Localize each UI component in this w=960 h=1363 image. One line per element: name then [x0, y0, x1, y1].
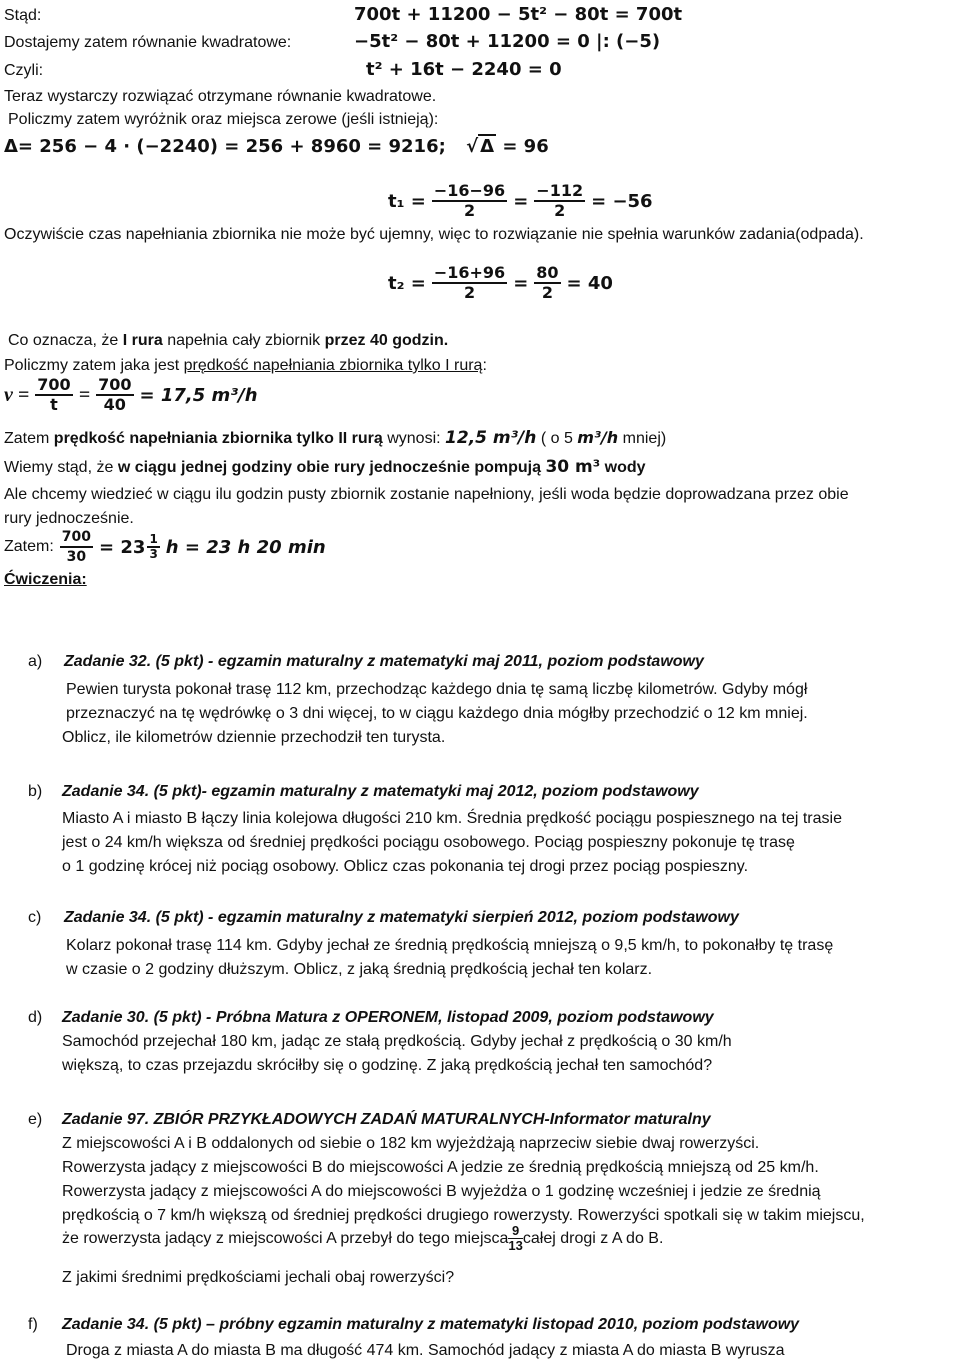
velocity-lhs: v =	[4, 383, 30, 406]
exercise-label: c)	[28, 909, 42, 926]
exercise-line: większą, to czas przejazdu skróciłby się o godzinę. Z jaką prędkością jechał ten samochód?	[62, 1057, 713, 1074]
negative-rejection-text: Oczywiście czas napełniania zbiornika nie może być ujemny, więc to rozwiązanie nie spełnia warunków zadania(odpada).	[4, 226, 864, 243]
t2-result: = 40	[566, 272, 613, 294]
exercise-label: b)	[28, 783, 43, 800]
velocity-fraction-2: $\frac{700}{40}$	[98, 375, 132, 414]
sqrt-delta-value: = 96	[502, 136, 549, 157]
exercise-title: Zadanie 34. (5 pkt)- egzamin maturalny z matematyki maj 2012, poziom podstawowy	[62, 783, 699, 800]
time-result-equation: Zatem: $\frac{700}{30}$ = 23 $\frac{1}{3}$ h = 23 h 20 min	[4, 529, 326, 565]
exercise-line: Kolarz pokonał trasę 114 km. Gdyby jechał ze średnią prędkością mniejszą o 9,5 km/h, to pokonałby tę trasę	[66, 937, 834, 954]
exercise-line: o 1 godzinę krócej niż pociąg osobowy. Oblicz czas pokonania tej drogi przez pociąg pospieszny.	[62, 858, 749, 875]
equation-stad: 700t + 11200 − 5t² − 80t = 700t	[354, 4, 683, 25]
combined-pump-line: Wiemy stąd, że w ciągu jednej godziny obie rury jednocześnie pompują 30 m³ wody	[4, 457, 646, 477]
velocity-equation: v = $\frac{700}{t}$ = $\frac{700}{40}$ = 17,5 m³/h	[4, 375, 258, 414]
t1-fraction-2: $\frac{-112}{2}$	[536, 181, 584, 220]
exercise-label: f)	[28, 1316, 38, 1333]
time-result: h = 23 h 20 min	[165, 536, 326, 558]
zatem-label: Zatem:	[4, 538, 54, 555]
t2-equation: t₂ = $\frac{-16+96}{2}$ = $\frac{80}{2}$ = 40	[388, 263, 613, 302]
exercise-line: Droga z miasta A do miasta B ma długość 474 km. Samochód jadący z miasta A do miasta B wyrusza	[66, 1342, 785, 1359]
exercise-label: a)	[28, 653, 43, 670]
t1-fraction-1: $\frac{-16-96}{2}$	[433, 181, 506, 220]
exercises-heading: Ćwiczenia:	[4, 571, 87, 588]
exercise-line: Z miejscowości A i B oddalonych od siebie o 182 km wyjeżdżają naprzeciw siebie dwaj rowerzyści.	[62, 1135, 760, 1152]
exercise-line: prędkością o 7 km/h większą od średniej prędkości drugiego rowerzysty. Rowerzyści spotkali się w takim miejscu,	[62, 1207, 865, 1224]
question-line-1: Ale chcemy wiedzieć w ciągu ilu godzin pusty zbiornik zostanie napełniony, jeśli woda będzie doprowadzana przez obie	[4, 486, 849, 503]
distance-fraction: $\frac{9}{13}$	[508, 1223, 523, 1253]
pipe2-speed-line: Zatem prędkość napełniania zbiornika tylko II rurą wynosi: 12,5 m³/h ( o 5 m³/h mniej)	[4, 428, 667, 448]
exercise-line: jest o 24 km/h większa od średniej prędkości pociągu osobowego. Pociąg pospieszny pokonuje tę trasę	[62, 834, 795, 851]
t2-fraction-1: $\frac{-16+96}{2}$	[433, 263, 506, 302]
t2-fraction-2: $\frac{80}{2}$	[536, 263, 559, 302]
equation-quadratic: −5t² − 80t + 11200 = 0 |: (−5)	[354, 31, 661, 52]
pipe1-conclusion: Co oznacza, że I rura napełnia cały zbiornik przez 40 godzin.	[8, 332, 449, 349]
exercise-question: Z jakimi średnimi prędkościami jechali obaj rowerzyści?	[62, 1269, 455, 1286]
t1-equation: t₁ = $\frac{-16-96}{2}$ = $\frac{-112}{2}$ = −56	[388, 181, 653, 220]
velocity-result: = 17,5 m³/h	[139, 384, 258, 406]
exercise-line: Miasto A i miasto B łączy linia kolejowa długości 210 km. Średnia prędkość pociągu pospiesznego na tej trasie	[62, 810, 842, 827]
exercise-title: Zadanie 34. (5 pkt) – próbny egzamin maturalny z matematyki listopad 2010, poziom podstawowy	[62, 1316, 800, 1333]
exercise-title: Zadanie 34. (5 pkt) - egzamin maturalny z matematyki sierpień 2012, poziom podstawowy	[64, 909, 739, 926]
solve-instruction: Teraz wystarczy rozwiązać otrzymane równanie kwadratowe.	[4, 88, 437, 105]
exercise-title: Zadanie 30. (5 pkt) - Próbna Matura z OPERONEM, listopad 2009, poziom podstawowy	[62, 1009, 714, 1026]
exercise-line-fraction: że rowerzysta jadący z miejscowości A przebył do tego miejsca $\frac{9}{13}$ całej drogi z A do B.	[62, 1223, 664, 1253]
t2-lhs: t₂ =	[388, 272, 426, 294]
exercise-line: przeznaczyć na tę wędrówkę o 3 dni więcej, to w ciągu każdego dnia mógłby przechodzić o 12 km mniej.	[66, 705, 808, 722]
exercise-label: d)	[28, 1009, 43, 1026]
quadratic-label: Dostajemy zatem równanie kwadratowe:	[4, 34, 292, 51]
mixed-fraction: $\frac{1}{3}$	[149, 532, 158, 561]
time-fraction: $\frac{700}{30}$	[61, 529, 92, 565]
question-line-2: rury jednocześnie.	[4, 510, 134, 527]
exercise-title: Zadanie 32. (5 pkt) - egzamin maturalny z matematyki maj 2011, poziom podstawowy	[64, 653, 704, 670]
t1-lhs: t₁ =	[388, 190, 426, 212]
exercise-line: Pewien turysta pokonał trasę 112 km, przechodząc każdego dnia tę samą liczbę kilometrów. Gdyby mógł	[66, 681, 808, 698]
speed-instruction: Policzmy zatem jaka jest prędkość napełniania zbiornika tylko I rurą:	[4, 357, 487, 374]
exercise-line: w czasie o 2 godziny dłuższym. Oblicz, z jaką średnią prędkością jechał ten kolarz.	[66, 961, 653, 978]
exercise-line: Rowerzysta jadący z miejscowości B do miejscowości A jedzie ze średnią prędkością mniejszą od 25 km/h.	[62, 1159, 819, 1176]
exercise-label: e)	[28, 1111, 43, 1128]
equation-reduced: t² + 16t − 2240 = 0	[366, 59, 562, 80]
discriminant-instruction: Policzmy zatem wyróżnik oraz miejsca zerowe (jeśli istnieją):	[8, 111, 439, 128]
delta-expression: Δ= 256 − 4 · (−2240) = 256 + 8960 = 9216;	[4, 136, 446, 157]
exercise-line: Rowerzysta jadący z miejscowości A do miejscowości B wyjeżdża o 1 godzinę wcześniej i jedzie ze średnią	[62, 1183, 821, 1200]
exercise-line: Oblicz, ile kilometrów dziennie przechodził ten turysta.	[62, 729, 446, 746]
delta-equation: Δ= 256 − 4 · (−2240) = 256 + 8960 = 9216; √ Δ = 96	[4, 136, 549, 157]
czyli-label: Czyli:	[4, 62, 44, 79]
t1-result: = −56	[591, 190, 653, 212]
stad-label: Stąd:	[4, 7, 42, 24]
velocity-fraction-1: $\frac{700}{t}$	[37, 375, 71, 414]
exercise-line: Samochód przejechał 180 km, jadąc ze stałą prędkością. Gdyby jechał z prędkością o 30 km/h	[62, 1033, 732, 1050]
exercise-title: Zadanie 97. ZBIÓR PRZYKŁADOWYCH ZADAŃ MATURALNYCH-Informator maturalny	[62, 1111, 711, 1128]
